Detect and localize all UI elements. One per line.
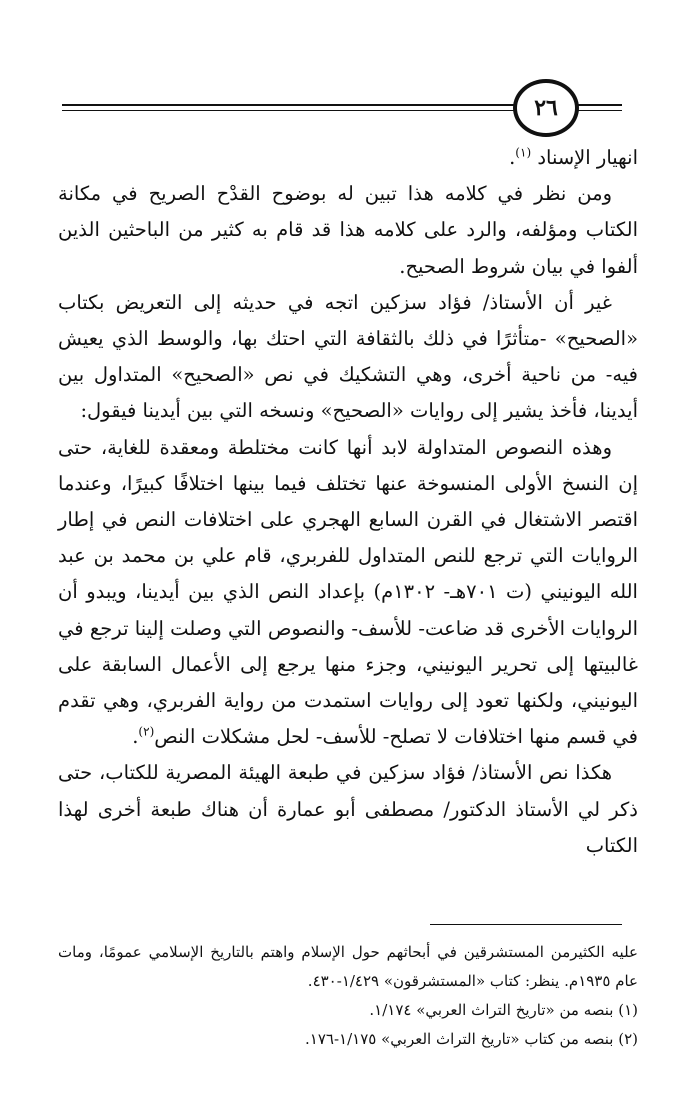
paragraph-1 xyxy=(58,140,638,176)
footnote-continuation: عليه الكثيرمن المستشرقين في أبحاثهم حول الإسلام واهتم بالتاريخ الإسلامي عمومًا، ومات عام ١٩٣٥م. ينظر: كتاب «المستشرقون» ١/٤٢٩-٤٣٠. xyxy=(58,943,638,990)
paragraph-2: ومن نظر في كلامه هذا تبين له بوضوح القدْح الصريح في مكانة الكتاب ومؤلفه، والرد على كلامه هذا قد قام به كثير من الباحثين الذين ألفوا في بيان شروط الصحيح. xyxy=(58,182,638,278)
footnote-ref-1: (١) xyxy=(515,145,532,160)
paragraph-1-end: . xyxy=(509,146,516,169)
footnotes xyxy=(58,938,638,1054)
footnote-ref-2: (٢) xyxy=(138,724,155,739)
paragraph-4-end: . xyxy=(132,725,139,749)
paragraph-1-text: انهيار الإسناد xyxy=(537,146,638,169)
page-number: ٢٦ xyxy=(534,95,558,121)
paragraph-3: غير أن الأستاذ/ فؤاد سزكين اتجه في حديثه إلى التعريض بكتاب «الصحيح» -متأثرًا في ذلك بالثقافة التي احتك بها، والوسط الذي يعيش فيه- من ناحية أخرى، وهي التشكيك في نص «الصحيح» المتداول بين أيدينا، فأخذ يشير إلى روايات «الصحيح» ونسخه التي بين أيدينا فيقول: xyxy=(58,290,638,423)
footnote-1: (١) بنصه من «تاريخ التراث العربي» ١/١٧٤. xyxy=(369,1001,638,1019)
page-number-badge xyxy=(513,79,579,137)
footnote-2: (٢) بنصه من كتاب «تاريخ التراث العربي» ١/١٧٥-١٧٦. xyxy=(305,1030,638,1048)
paragraph-4 xyxy=(58,430,638,756)
body-text xyxy=(58,140,638,864)
paragraph-4-text: وهذه النصوص المتداولة لابد أنها كانت مختلطة ومعقدة للغاية، حتى إن النسخ الأولى المنسوخة عنها تختلف فيما بينها اختلافًا كبيرًا، وعندما اقتصر الاشتغال في القرن السابع الهجري على اختلافات النص في إطار الروايات التي ترجع للنص المتداول للفربري، قام علي بن محمد بن عبد الله اليونيني (ت ٧٠١هـ- ١٣٠٢م) بإعداد النص الذي بين أيدينا، ويبدو أن الروايات الأخرى قد ضاعت- للأسف- والنصوص التي وصلت إلينا ترجع في غالبيتها إلى تحرير اليونيني، وجزء منها يرجع إلى الأعمال السابقة على اليونيني، ولكنها تعود إلى روايات استمدت من رواية الفربري، وهي تقدم في قسم منها اختلافات لا تصلح- للأسف- لحل مشكلات النص xyxy=(58,435,638,749)
paragraph-5: هكذا نص الأستاذ/ فؤاد سزكين في طبعة الهيئة المصرية للكتاب، حتى ذكر لي الأستاذ الدكتور/ مصطفى أبو عمارة أن هناك طبعة أخرى لهذا الكتاب xyxy=(58,761,638,857)
footnote-rule xyxy=(430,924,622,925)
